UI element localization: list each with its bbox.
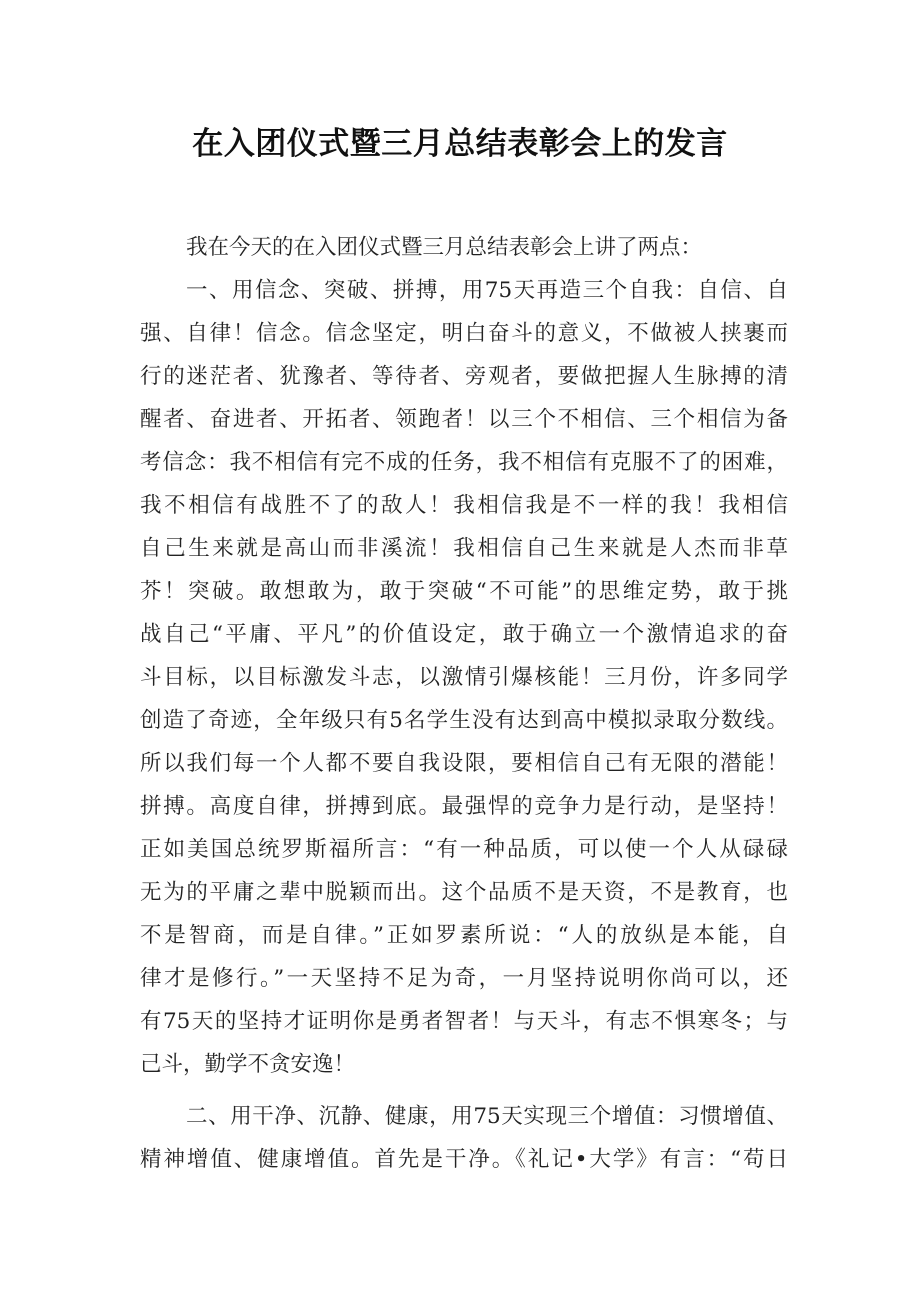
paragraph-1-line: 芥！突破。敢想敢为，敢于突破“不可能”的思维定势，敢于挑 [140,579,788,604]
paragraph-1-line: 所以我们每一个人都不要自我设限，要相信自己有无限的潜能！ [140,751,788,776]
paragraph-1-line: 强、自律！信念。信念坚定，明白奋斗的意义，不做被人挟裹而 [140,321,788,346]
document-body [140,226,788,1181]
paragraph-1-line: 正如美国总统罗斯福所言：“有一种品质，可以使一个人从碌碌 [140,837,788,862]
paragraph-gap [140,1086,788,1095]
paragraph-1-line: 自己生来就是高山而非溪流！我相信自己生来就是人杰而非草 [140,536,788,561]
paragraph-1-line: 己斗，勤学不贪安逸！ [140,1052,356,1077]
paragraph-1-line: 我不相信有战胜不了的敌人！我相信我是不一样的我！我相信 [140,493,788,518]
paragraph-1-line: 考信念：我不相信有完不成的任务，我不相信有克服不了的困难， [140,450,788,475]
paragraph-1-line: 无为的平庸之辈中脱颖而出。这个品质不是天资，不是教育，也 [140,880,788,905]
paragraph-1-line: 行的迷茫者、犹豫者、等待者、旁观者，要做把握人生脉搏的清 [140,364,788,389]
paragraph-intro-line: 我在今天的在入团仪式暨三月总结表彰会上讲了两点： [186,235,703,260]
paragraph-2-line: 精神增值、健康增值。首先是干净。《礼记•大学》有言：“苟日 [140,1147,788,1172]
paragraph-1-line: 醒者、奋进者、开拓者、领跑者！以三个不相信、三个相信为备 [140,407,788,432]
paragraph-1-line: 不是智商，而是自律。”正如罗素所说：“人的放纵是本能，自 [140,923,788,948]
document-title: 在入团仪式暨三月总结表彰会上的发言 [192,126,728,162]
paragraph-1-line: 拼搏。高度自律，拼搏到底。最强悍的竞争力是行动，是坚持！ [140,794,788,819]
paragraph-1-line: 创造了奇迹，全年级只有5名学生没有达到高中模拟录取分数线。 [140,708,788,733]
paragraph-1-line: 一、用信念、突破、拼搏，用75天再造三个自我：自信、自 [186,278,788,303]
paragraph-1-line: 战自己“平庸、平凡”的价值设定，敢于确立一个激情追求的奋 [140,622,788,647]
paragraph-1-line: 律才是修行。”一天坚持不足为奇，一月坚持说明你尚可以，还 [140,966,788,991]
paragraph-2-line: 二、用干净、沉静、健康，用75天实现三个增值：习惯增值、 [186,1104,788,1129]
paragraph-1-line: 斗目标，以目标激发斗志，以激情引爆核能！三月份，许多同学 [140,665,788,690]
paragraph-1-line: 有75天的坚持才证明你是勇者智者！与天斗，有志不惧寒冬；与 [140,1009,788,1034]
